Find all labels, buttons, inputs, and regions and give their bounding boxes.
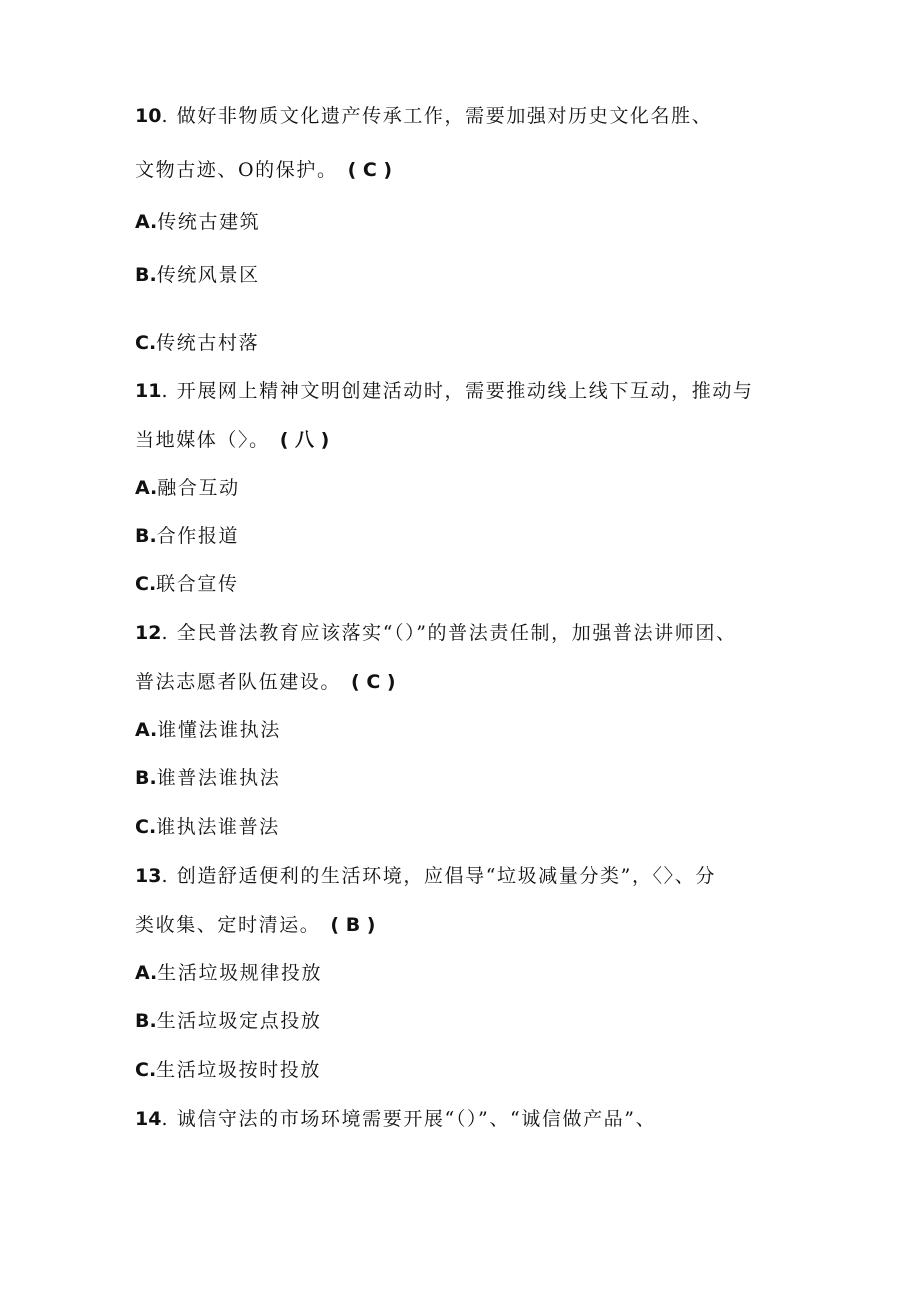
option-letter: B.	[135, 1010, 157, 1032]
question-number: 13	[135, 865, 162, 887]
option-c	[135, 569, 239, 599]
option-letter: B.	[135, 264, 157, 286]
question-10-line-2	[135, 155, 392, 185]
question-text: . 诚信守法的市场环境需要开展“（）”、“诚信做产品”、	[161, 1108, 657, 1130]
option-text: 融合互动	[157, 477, 240, 499]
option-text: 生活垃圾规律投放	[157, 962, 323, 984]
option-text: 谁执法谁普法	[156, 816, 280, 838]
question-text: 普法志愿者队伍建设。	[135, 671, 342, 693]
option-text: 传统风景区	[156, 264, 260, 286]
option-a	[135, 715, 281, 745]
question-text: . 做好非物质文化遗产传承工作，需要加强对历史文化名胜、	[161, 105, 713, 127]
question-14-line-1	[135, 1104, 656, 1134]
option-letter: C.	[135, 332, 157, 354]
answer-label: ( B )	[330, 914, 376, 936]
question-text: . 开展网上精神文明创建活动时，需要推动线上线下互动，推动与	[161, 380, 754, 402]
option-b	[135, 1006, 322, 1036]
option-letter: C.	[135, 1059, 157, 1081]
option-a	[135, 207, 260, 237]
option-a	[135, 473, 240, 503]
option-letter: A.	[135, 477, 158, 499]
question-text: . 全民普法教育应该落实“（）”的普法责任制，加强普法讲师团、	[161, 622, 737, 644]
option-text: 合作报道	[156, 525, 240, 547]
option-letter: B.	[135, 767, 157, 789]
option-c	[135, 1055, 321, 1085]
option-b	[135, 763, 280, 793]
option-b	[135, 521, 239, 551]
option-letter: C.	[135, 573, 157, 595]
option-b	[135, 260, 260, 290]
question-text: 类收集、定时清运。	[135, 914, 321, 936]
answer-label: ( C )	[351, 671, 396, 693]
option-letter: A.	[135, 211, 158, 233]
option-letter: A.	[135, 719, 158, 741]
option-text: 谁普法谁执法	[156, 767, 281, 789]
question-text: 当地媒体（〉。	[135, 429, 270, 451]
question-13-line-2	[135, 910, 376, 940]
answer-label: ( 八 )	[279, 429, 330, 451]
option-text: 联合宣传	[156, 573, 239, 595]
question-11-line-2	[135, 425, 329, 455]
option-text: 谁懂法谁执法	[157, 719, 281, 741]
question-text: 文物古迹、O的保护。	[135, 159, 338, 181]
question-number: 10	[135, 105, 162, 127]
option-letter: C.	[135, 816, 157, 838]
question-10-line-1	[135, 101, 712, 131]
option-letter: B.	[135, 525, 157, 547]
option-c	[135, 812, 280, 842]
question-13-line-1	[135, 861, 716, 891]
option-text: 生活垃圾定点投放	[156, 1010, 322, 1032]
question-12-line-1	[135, 618, 737, 648]
option-text: 传统古村落	[156, 332, 260, 354]
answer-label: ( C )	[347, 159, 393, 181]
question-number: 11	[135, 380, 162, 402]
option-text: 生活垃圾按时投放	[156, 1059, 321, 1081]
question-text: . 创造舒适便利的生活环境，应倡导“垃圾减量分类”，〈〉、分	[161, 865, 716, 887]
option-text: 传统古建筑	[157, 211, 261, 233]
question-number: 12	[135, 622, 162, 644]
question-11-line-1	[135, 376, 754, 406]
option-letter: A.	[135, 962, 158, 984]
question-number: 14	[135, 1108, 162, 1130]
question-12-line-2	[135, 667, 396, 697]
option-a	[135, 958, 322, 988]
option-c	[135, 328, 259, 358]
